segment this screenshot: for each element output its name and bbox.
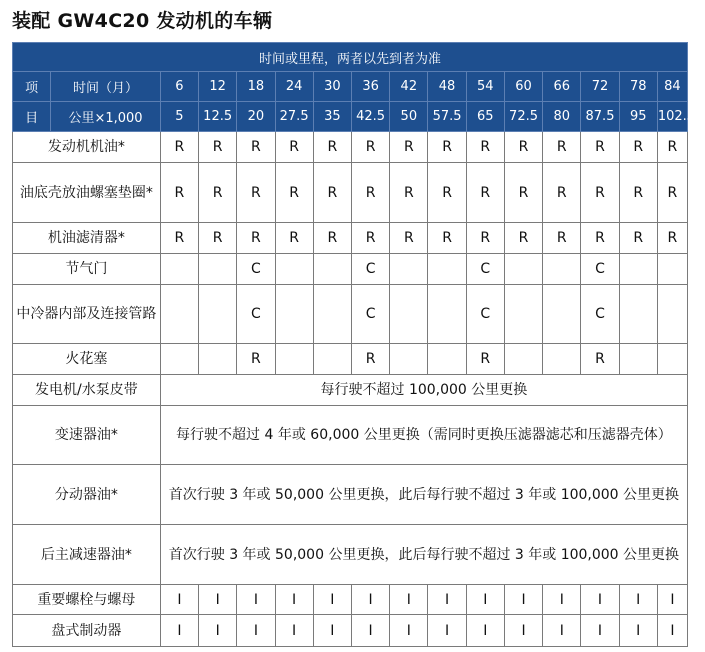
schedule-cell: I xyxy=(657,615,687,647)
month-header: 48 xyxy=(428,72,466,102)
schedule-cell: C xyxy=(466,285,504,344)
schedule-cell: I xyxy=(657,585,687,615)
km-header: 42.5 xyxy=(351,102,389,132)
schedule-cell: I xyxy=(351,615,389,647)
schedule-note: 首次行驶 3 年或 50,000 公里更换，此后每行驶不超过 3 年或 100,000 公里更换 xyxy=(160,525,687,585)
schedule-cell xyxy=(619,285,657,344)
schedule-cell: R xyxy=(428,132,466,163)
km-label: 公里×1,000 xyxy=(51,102,161,132)
schedule-cell: R xyxy=(543,163,581,223)
schedule-cell xyxy=(199,254,237,285)
schedule-cell: R xyxy=(275,163,313,223)
schedule-cell: R xyxy=(275,223,313,254)
schedule-cell: R xyxy=(581,132,619,163)
schedule-cell xyxy=(543,285,581,344)
km-header: 5 xyxy=(160,102,198,132)
schedule-cell: I xyxy=(466,585,504,615)
schedule-cell: I xyxy=(543,585,581,615)
schedule-cell: R xyxy=(313,223,351,254)
schedule-cell xyxy=(390,344,428,375)
table-row xyxy=(13,585,688,615)
schedule-cell: I xyxy=(237,615,275,647)
schedule-cell: R xyxy=(581,223,619,254)
schedule-cell: R xyxy=(237,223,275,254)
schedule-cell: R xyxy=(428,163,466,223)
schedule-cell: C xyxy=(237,254,275,285)
schedule-cell: C xyxy=(466,254,504,285)
item-name: 机油滤清器* xyxy=(13,223,161,254)
schedule-cell: R xyxy=(657,132,687,163)
table-row xyxy=(13,223,688,254)
schedule-note: 首次行驶 3 年或 50,000 公里更换，此后每行驶不超过 3 年或 100,000 公里更换 xyxy=(160,465,687,525)
time-label: 时间（月） xyxy=(51,72,161,102)
header-banner-row xyxy=(13,43,688,72)
item-name: 油底壳放油螺塞垫圈* xyxy=(13,163,161,223)
schedule-cell: I xyxy=(199,585,237,615)
km-header: 35 xyxy=(313,102,351,132)
schedule-cell: I xyxy=(581,585,619,615)
schedule-cell xyxy=(428,344,466,375)
schedule-cell xyxy=(275,285,313,344)
schedule-cell: R xyxy=(581,344,619,375)
schedule-cell: R xyxy=(160,163,198,223)
item-name: 火花塞 xyxy=(13,344,161,375)
schedule-cell xyxy=(428,254,466,285)
table-row xyxy=(13,406,688,465)
item-name: 发电机/水泵皮带 xyxy=(13,375,161,406)
schedule-cell xyxy=(313,254,351,285)
header-banner: 时间或里程，两者以先到者为准 xyxy=(13,43,688,72)
schedule-cell: I xyxy=(199,615,237,647)
schedule-cell: R xyxy=(543,223,581,254)
month-header: 66 xyxy=(543,72,581,102)
item-label-bottom: 目 xyxy=(13,102,51,132)
month-header: 72 xyxy=(581,72,619,102)
schedule-cell xyxy=(275,254,313,285)
schedule-cell: R xyxy=(160,132,198,163)
schedule-cell xyxy=(390,285,428,344)
item-name: 后主减速器油* xyxy=(13,525,161,585)
month-header: 18 xyxy=(237,72,275,102)
schedule-cell: I xyxy=(313,615,351,647)
maintenance-schedule-table xyxy=(12,42,696,647)
km-header: 80 xyxy=(543,102,581,132)
schedule-cell: I xyxy=(581,615,619,647)
schedule-cell: I xyxy=(466,615,504,647)
month-header: 6 xyxy=(160,72,198,102)
schedule-cell: R xyxy=(390,163,428,223)
schedule-cell: R xyxy=(313,163,351,223)
schedule-cell: I xyxy=(619,615,657,647)
schedule-cell xyxy=(543,254,581,285)
schedule-cell: R xyxy=(237,344,275,375)
schedule-cell xyxy=(543,344,581,375)
km-header: 20 xyxy=(237,102,275,132)
schedule-cell: R xyxy=(619,163,657,223)
schedule-cell xyxy=(619,344,657,375)
km-header: 65 xyxy=(466,102,504,132)
schedule-cell: C xyxy=(581,285,619,344)
item-name: 中冷器内部及连接管路 xyxy=(13,285,161,344)
table-row xyxy=(13,285,688,344)
schedule-cell xyxy=(657,254,687,285)
item-name: 盘式制动器 xyxy=(13,615,161,647)
schedule-cell xyxy=(428,285,466,344)
schedule-cell xyxy=(160,344,198,375)
table-row xyxy=(13,132,688,163)
schedule-cell xyxy=(390,254,428,285)
month-header: 42 xyxy=(390,72,428,102)
schedule-cell: I xyxy=(619,585,657,615)
schedule-cell xyxy=(313,285,351,344)
km-header: 87.5 xyxy=(581,102,619,132)
schedule-cell: I xyxy=(390,585,428,615)
schedule-cell xyxy=(160,254,198,285)
schedule-note: 每行驶不超过 100,000 公里更换 xyxy=(160,375,687,406)
table-row xyxy=(13,375,688,406)
table-row xyxy=(13,525,688,585)
table-row xyxy=(13,615,688,647)
schedule-cell: R xyxy=(581,163,619,223)
schedule-cell: R xyxy=(504,163,542,223)
km-header: 102.5 xyxy=(657,102,687,132)
table-row xyxy=(13,163,688,223)
schedule-cell xyxy=(199,285,237,344)
schedule-cell: R xyxy=(504,223,542,254)
month-header: 36 xyxy=(351,72,389,102)
page-title: 装配 GW4C20 发动机的车辆 xyxy=(12,10,273,32)
schedule-cell: R xyxy=(199,132,237,163)
table-row xyxy=(13,254,688,285)
schedule-cell: C xyxy=(351,285,389,344)
schedule-cell: I xyxy=(351,585,389,615)
schedule-cell xyxy=(504,254,542,285)
schedule-cell: R xyxy=(160,223,198,254)
schedule-cell xyxy=(657,285,687,344)
schedule-cell: R xyxy=(466,344,504,375)
schedule-cell: I xyxy=(275,615,313,647)
schedule-cell: R xyxy=(466,132,504,163)
schedule-cell: R xyxy=(657,163,687,223)
schedule-cell: R xyxy=(351,344,389,375)
schedule-cell xyxy=(657,344,687,375)
schedule-cell: I xyxy=(390,615,428,647)
month-header: 12 xyxy=(199,72,237,102)
km-header: 50 xyxy=(390,102,428,132)
item-name: 变速器油* xyxy=(13,406,161,465)
schedule-cell: R xyxy=(543,132,581,163)
schedule-cell: R xyxy=(619,223,657,254)
schedule-cell: R xyxy=(351,132,389,163)
item-name: 节气门 xyxy=(13,254,161,285)
schedule-cell: R xyxy=(313,132,351,163)
item-name: 分动器油* xyxy=(13,465,161,525)
schedule-cell xyxy=(313,344,351,375)
schedule-cell xyxy=(199,344,237,375)
schedule-cell: I xyxy=(428,615,466,647)
item-name: 重要螺栓与螺母 xyxy=(13,585,161,615)
schedule-cell: R xyxy=(351,163,389,223)
schedule-cell: C xyxy=(237,285,275,344)
schedule-cell: R xyxy=(199,223,237,254)
schedule-cell: I xyxy=(160,615,198,647)
schedule-cell: I xyxy=(504,615,542,647)
schedule-cell: R xyxy=(657,223,687,254)
month-header: 54 xyxy=(466,72,504,102)
schedule-cell: C xyxy=(351,254,389,285)
schedule-cell: I xyxy=(275,585,313,615)
schedule-cell xyxy=(160,285,198,344)
schedule-cell: R xyxy=(390,132,428,163)
schedule-cell: R xyxy=(390,223,428,254)
schedule-cell: R xyxy=(504,132,542,163)
schedule-cell: R xyxy=(428,223,466,254)
month-header: 78 xyxy=(619,72,657,102)
header-km-row xyxy=(13,102,688,132)
schedule-cell: R xyxy=(466,163,504,223)
item-label-top: 项 xyxy=(13,72,51,102)
schedule-cell: R xyxy=(619,132,657,163)
month-header: 84 xyxy=(657,72,687,102)
schedule-cell: I xyxy=(428,585,466,615)
month-header: 30 xyxy=(313,72,351,102)
km-header: 27.5 xyxy=(275,102,313,132)
item-name: 发动机机油* xyxy=(13,132,161,163)
schedule-cell xyxy=(619,254,657,285)
schedule-cell: R xyxy=(237,132,275,163)
schedule-cell xyxy=(275,344,313,375)
month-header: 60 xyxy=(504,72,542,102)
km-header: 57.5 xyxy=(428,102,466,132)
schedule-cell: R xyxy=(237,163,275,223)
schedule-cell: C xyxy=(581,254,619,285)
schedule-cell: I xyxy=(313,585,351,615)
table-row xyxy=(13,465,688,525)
table-row xyxy=(13,344,688,375)
schedule-cell: I xyxy=(160,585,198,615)
schedule-note: 每行驶不超过 4 年或 60,000 公里更换（需同时更换压滤器滤芯和压滤器壳体） xyxy=(160,406,687,465)
schedule-cell: R xyxy=(351,223,389,254)
km-header: 72.5 xyxy=(504,102,542,132)
schedule-cell: R xyxy=(275,132,313,163)
km-header: 12.5 xyxy=(199,102,237,132)
schedule-cell: I xyxy=(543,615,581,647)
schedule-cell: I xyxy=(237,585,275,615)
schedule-cell xyxy=(504,285,542,344)
month-header: 24 xyxy=(275,72,313,102)
km-header: 95 xyxy=(619,102,657,132)
header-months-row xyxy=(13,72,688,102)
schedule-cell: I xyxy=(504,585,542,615)
schedule-cell: R xyxy=(199,163,237,223)
schedule-cell: R xyxy=(466,223,504,254)
schedule-cell xyxy=(504,344,542,375)
